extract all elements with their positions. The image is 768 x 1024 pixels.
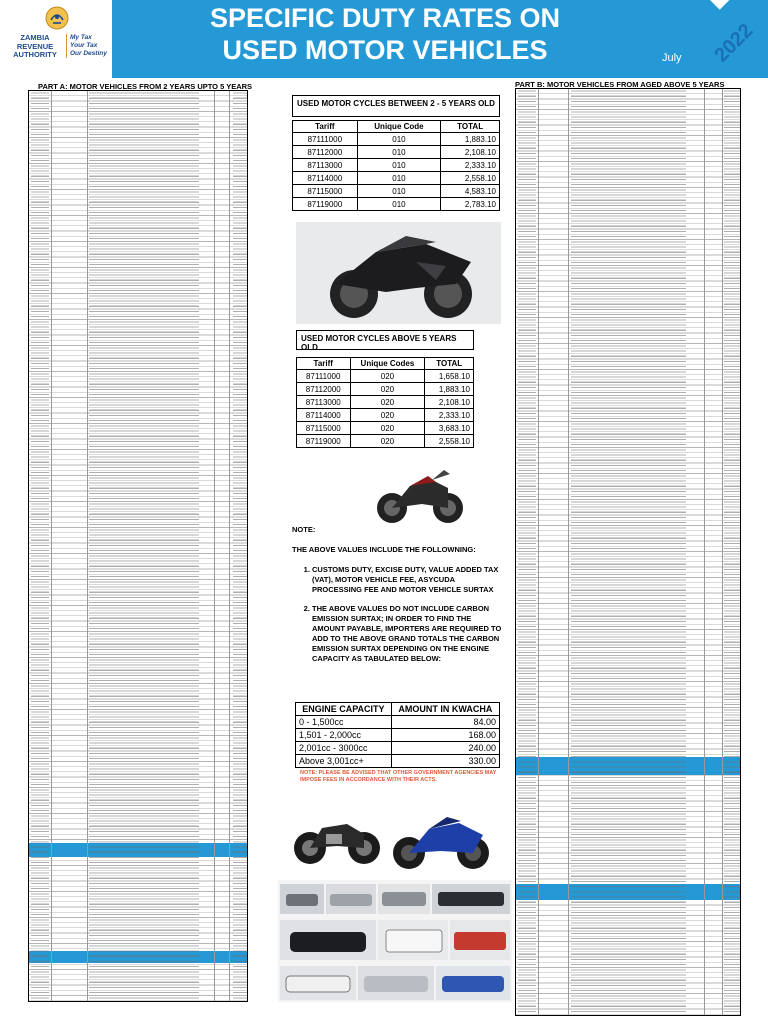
note-label: NOTE: xyxy=(292,525,316,534)
tariff-cell: 87112000 xyxy=(297,383,351,396)
code-cell: 020 xyxy=(350,396,425,409)
tariff-cell: 87113000 xyxy=(297,396,351,409)
total-cell: 2,783.10 xyxy=(441,198,500,211)
tariff-cell: 87112000 xyxy=(293,146,358,159)
motorcycles-above-5-table xyxy=(296,357,474,448)
column-header: ENGINE CAPACITY xyxy=(296,703,392,716)
total-cell: 1,658.10 xyxy=(425,370,474,383)
column-header: Unique Codes xyxy=(350,358,425,370)
code-cell: 020 xyxy=(350,409,425,422)
total-cell: 4,583.10 xyxy=(441,185,500,198)
table-row xyxy=(297,370,474,383)
table-row xyxy=(293,172,500,185)
table-row xyxy=(296,716,500,729)
sport-motorcycle-image xyxy=(296,222,501,324)
amount-cell: 84.00 xyxy=(391,716,499,729)
code-cell: 020 xyxy=(350,422,425,435)
total-cell: 2,333.10 xyxy=(441,159,500,172)
code-cell: 010 xyxy=(357,185,441,198)
code-cell: 020 xyxy=(350,435,425,448)
slogan xyxy=(66,34,112,58)
engine-capacity-cell: Above 3,001cc+ xyxy=(296,755,392,768)
table-row xyxy=(297,422,474,435)
total-cell: 3,683.10 xyxy=(425,422,474,435)
code-cell: 020 xyxy=(350,370,425,383)
column-header: Tariff xyxy=(293,121,358,133)
tariff-cell: 87119000 xyxy=(297,435,351,448)
header-banner xyxy=(0,0,768,78)
title-line: SPECIFIC DUTY RATES ON xyxy=(209,3,561,33)
table-row xyxy=(293,198,500,211)
amount-cell: 240.00 xyxy=(391,742,499,755)
tariff-cell: 87115000 xyxy=(293,185,358,198)
engine-capacity-cell: 1,501 - 2,000cc xyxy=(296,729,392,742)
column-header: Tariff xyxy=(297,358,351,370)
blue-sport-motorcycle-image xyxy=(385,805,495,873)
table-row xyxy=(293,133,500,146)
table-row xyxy=(297,409,474,422)
motorcycles-above-5-heading: USED MOTOR CYCLES ABOVE 5 YEARS OLD xyxy=(296,330,474,350)
code-cell: 010 xyxy=(357,198,441,211)
motorcycles-2-5-heading: USED MOTOR CYCLES BETWEEN 2 - 5 YEARS OLD xyxy=(292,95,500,117)
cruiser-motorcycle-image xyxy=(292,798,382,870)
total-cell: 2,333.10 xyxy=(425,409,474,422)
code-cell: 020 xyxy=(350,383,425,396)
code-cell: 010 xyxy=(357,159,441,172)
table-row xyxy=(293,185,500,198)
amount-cell: 330.00 xyxy=(391,755,499,768)
note-item: 1. CUSTOMS DUTY, EXCISE DUTY, VALUE ADDED TAX (VAT), MOTOR VEHICLE FEE, ASYCUDA PROCESSING FEE AND MOTOR VEHICLE SURTAX xyxy=(312,565,502,595)
slogan-line: Our Destiny xyxy=(70,50,107,57)
total-cell: 1,883.10 xyxy=(425,383,474,396)
column-header: TOTAL xyxy=(425,358,474,370)
total-cell: 1,883.10 xyxy=(441,133,500,146)
motorcycles-2-5-table xyxy=(292,120,500,211)
note-section xyxy=(292,525,502,673)
title-line: USED MOTOR VEHICLES xyxy=(222,35,548,65)
table-row xyxy=(296,729,500,742)
part-b-title: PART B: MOTOR VEHICLES FROM AGED ABOVE 5 YEARS xyxy=(515,80,725,89)
slogan-line: My Tax xyxy=(70,34,92,41)
tariff-cell: 87114000 xyxy=(297,409,351,422)
code-cell: 010 xyxy=(357,133,441,146)
table-row xyxy=(296,742,500,755)
table-row xyxy=(293,159,500,172)
part-a-title: PART A: MOTOR VEHICLES FROM 2 YEARS UPTO 5 YEARS xyxy=(38,82,253,91)
month-label: July xyxy=(662,52,682,64)
tariff-cell: 87119000 xyxy=(293,198,358,211)
table-row xyxy=(296,755,500,768)
column-header: TOTAL xyxy=(441,121,500,133)
year-label: 2022 xyxy=(710,19,758,67)
part-a-table xyxy=(28,90,248,1002)
table-row xyxy=(297,435,474,448)
column-header: Unique Code xyxy=(357,121,441,133)
tariff-cell: 87113000 xyxy=(293,159,358,172)
engine-capacity-cell: 0 - 1,500cc xyxy=(296,716,392,729)
vehicles-collage-image xyxy=(278,880,512,1002)
street-motorcycle-image xyxy=(370,458,468,528)
amount-cell: 168.00 xyxy=(391,729,499,742)
year-ribbon xyxy=(690,0,768,10)
tariff-cell: 87115000 xyxy=(297,422,351,435)
table-row xyxy=(297,396,474,409)
part-b-table xyxy=(515,88,741,1016)
code-cell: 010 xyxy=(357,172,441,185)
total-cell: 2,558.10 xyxy=(425,435,474,448)
tariff-cell: 87114000 xyxy=(293,172,358,185)
table-row xyxy=(293,146,500,159)
code-cell: 010 xyxy=(357,146,441,159)
coat-of-arms-icon xyxy=(44,5,70,31)
advisory-note: NOTE: PLEASE BE ADVISED THAT OTHER GOVERNMENT AGENCIES MAY IMPOSE FEES IN ACCORDANCE WITH THEIR ACTS. xyxy=(300,770,497,783)
table-row xyxy=(297,383,474,396)
column-header: AMOUNT IN KWACHA xyxy=(391,703,499,716)
total-cell: 2,558.10 xyxy=(441,172,500,185)
zra-logo xyxy=(0,0,112,78)
note-list xyxy=(292,565,502,664)
engine-capacity-cell: 2,001cc - 3000cc xyxy=(296,742,392,755)
tariff-cell: 87111000 xyxy=(297,370,351,383)
carbon-surtax-table xyxy=(295,702,500,768)
page-title xyxy=(150,2,620,66)
note-item: 2. THE ABOVE VALUES DO NOT INCLUDE CARBON EMISSION SURTAX; IN ORDER TO FIND THE AMOUNT PAYABLE, IMPORTERS ARE REQUIRED TO ADD TO THE ABOVE GRAND TOTALS THE CARBON EMISSION SURTAX DEPENDING ON THE ENGINE CAPACITY AS TABULATED BELOW: xyxy=(312,604,502,664)
authority-name: ZAMBIA REVENUE AUTHORITY xyxy=(13,33,57,59)
note-intro: THE ABOVE VALUES INCLUDE THE FOLLOWNING: xyxy=(292,545,476,554)
slogan-line: Your Tax xyxy=(70,42,98,49)
total-cell: 2,108.10 xyxy=(441,146,500,159)
tariff-cell: 87111000 xyxy=(293,133,358,146)
total-cell: 2,108.10 xyxy=(425,396,474,409)
